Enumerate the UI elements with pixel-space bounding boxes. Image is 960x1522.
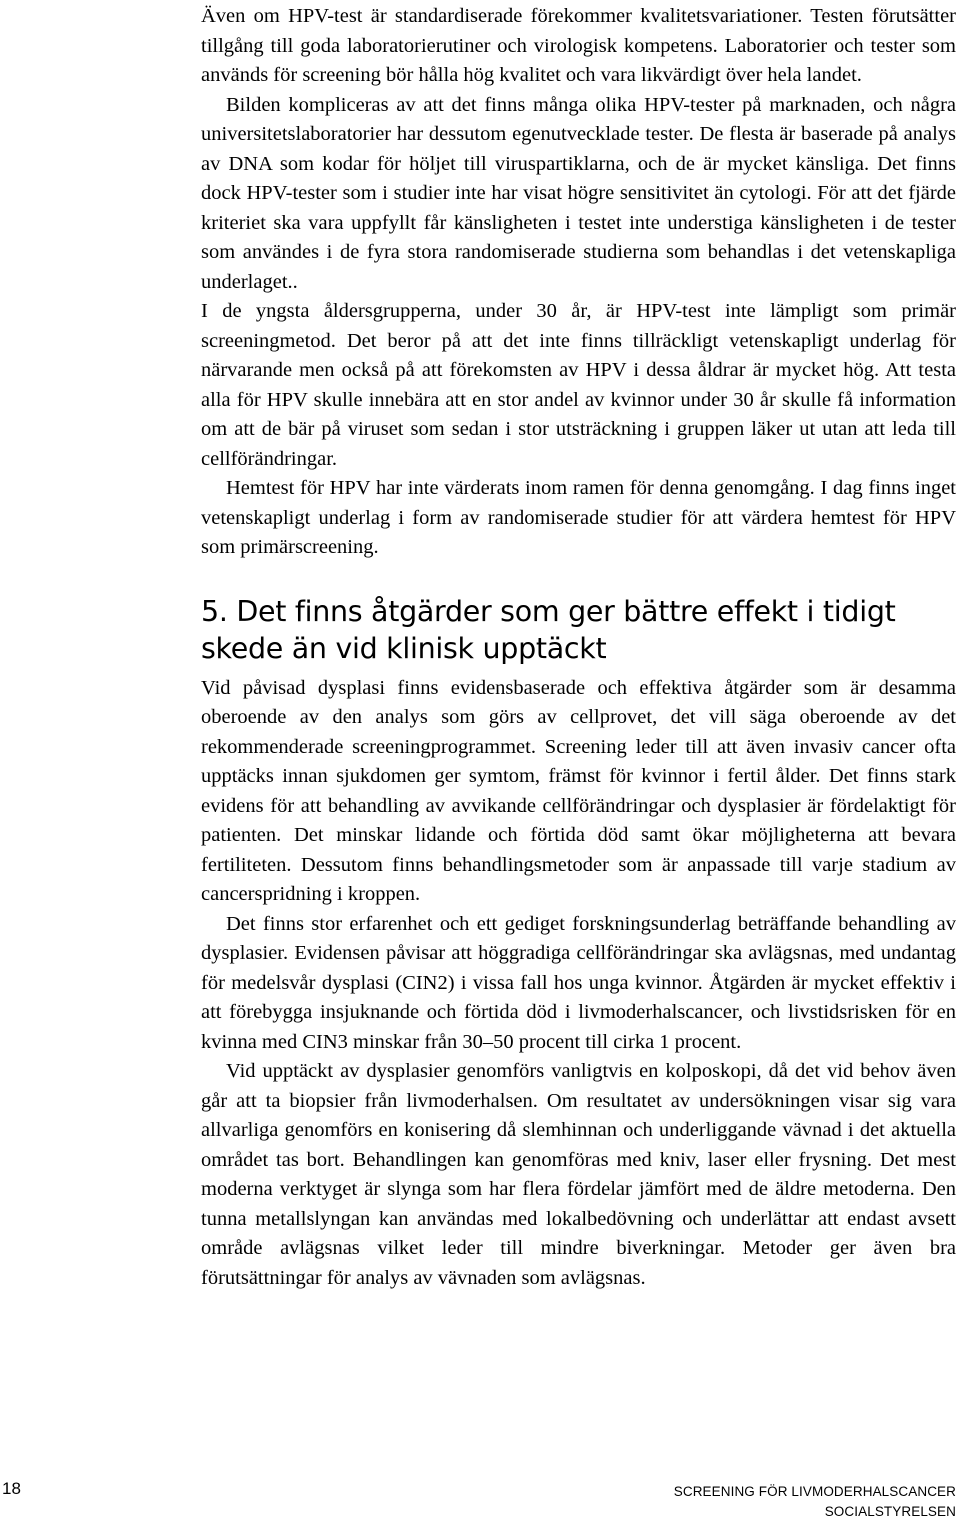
body-paragraph: Bilden kompliceras av att det finns många olika HPV-tester på marknaden, och några universitetslaboratorier har dessutom egenutvecklade tester. De flesta är baserade på analys av DNA som kodar för höljet till viruspartiklarna, och de är mycket känsliga. Det finns dock HPV-tester som i studier inte har visat högre sensitivitet än cytologi. För att det fjärde kriteriet ska vara uppfyllt får känsligheten i testet inte understiga känsligheten i de tester som användes i de fyra stora randomiserade studierna som behandlas i det vetenskapliga underlaget.. bbox=[201, 93, 956, 293]
page-number: 18 bbox=[2, 1479, 21, 1498]
footer-info bbox=[674, 1482, 956, 1522]
body-paragraph: Även om HPV-test är standardiserade förekommer kvalitetsvariationer. Testen förutsätter tillgång till goda laboratorierutiner och virologisk kompetens. Laboratorier och tester som används för screening bör hålla hög kvalitet och vara likvärdigt över hela landet. bbox=[201, 5, 956, 86]
section-heading: 5. Det finns åtgärder som ger bättre effekt i tidigt skede än vid klinisk upptäckt bbox=[201, 594, 896, 665]
footer-document-title: SCREENING FÖR LIVMODERHALSCANCER bbox=[673, 1484, 956, 1499]
body-paragraph: Det finns stor erfarenhet och ett gediget forskningsunderlag beträffande behandling av dysplasier. Evidensen påvisar att höggradiga cellförändringar ska avlägsnas, med undantag för medelsvår dysplasi (CIN2) i vissa fall hos unga kvinnor. Åtgärden är mycket effektiv i att förebygga insjuknande och förtida död i livmoderhalscancer, och livstidsrisken för en kvinna med CIN3 minskar från 30–50 procent till cirka 1 procent. bbox=[201, 912, 956, 1053]
footer-publisher: SOCIALSTYRELSEN bbox=[824, 1504, 956, 1519]
body-paragraph: Vid upptäckt av dysplasier genomförs vanligtvis en kolposkopi, då det vid behov även går att ta biopsier från livmoderhalsen. Om resultatet av undersökningen visar sig vara allvarliga genomförs en konisering då slemhinnan och underliggande vävnad i det aktuella området tas bort. Behandlingen kan genomföras med kniv, laser eller frysning. Det mest moderna verktyget är slynga som har flera fördelar jämfört med de äldre metoderna. Den tunna metallslyngan kan användas med lokalbedövning och underlättar att endast avsett område avlägsnas vilket leder till mindre biverkningar. Metoder ger även bra förutsättningar för analys av vävnaden som avlägsnas. bbox=[201, 1060, 956, 1289]
body-paragraph: I de yngsta åldersgrupperna, under 30 år, är HPV-test inte lämpligt som primär screeningmetod. Det beror på att det inte finns tillräckligt vetenskapligt underlag för närvarande men också på att förekomsten av HPV i dessa åldrar är mycket hög. Att testa alla för HPV skulle innebära att en stor andel av kvinnor under 30 år skulle få information om att de bär på viruset som sedan i stor utsträckning i gruppen läker ut utan att leda till cellförändringar. bbox=[201, 300, 956, 470]
body-paragraph: Hemtest för HPV har inte värderats inom ramen för denna genomgång. I dag finns inget vetenskapligt underlag i form av randomiserade studier för att värdera hemtest för HPV som primärscreening. bbox=[201, 477, 956, 558]
main-content bbox=[201, 2, 956, 1293]
body-paragraph: Vid påvisad dysplasi finns evidensbaserade och effektiva åtgärder som är desamma oberoende av den analys som görs av cellprovet, det vill säga oberoende av det rekommenderade screeningprogrammet. Screening leder till att även invasiv cancer ofta upptäcks innan sjukdomen ger symtom, främst för kvinnor i fertil ålder. Det finns stark evidens för att behandling av avvikande cellförändringar och dysplasier är fördelaktigt för patienten. Det minskar lidande och förtida död samt ökar möjligheterna att bevara fertiliteten. Dessutom finns behandlingsmetoder som är anpassade till varje stadium av cancerspridning i kroppen. bbox=[201, 676, 956, 905]
